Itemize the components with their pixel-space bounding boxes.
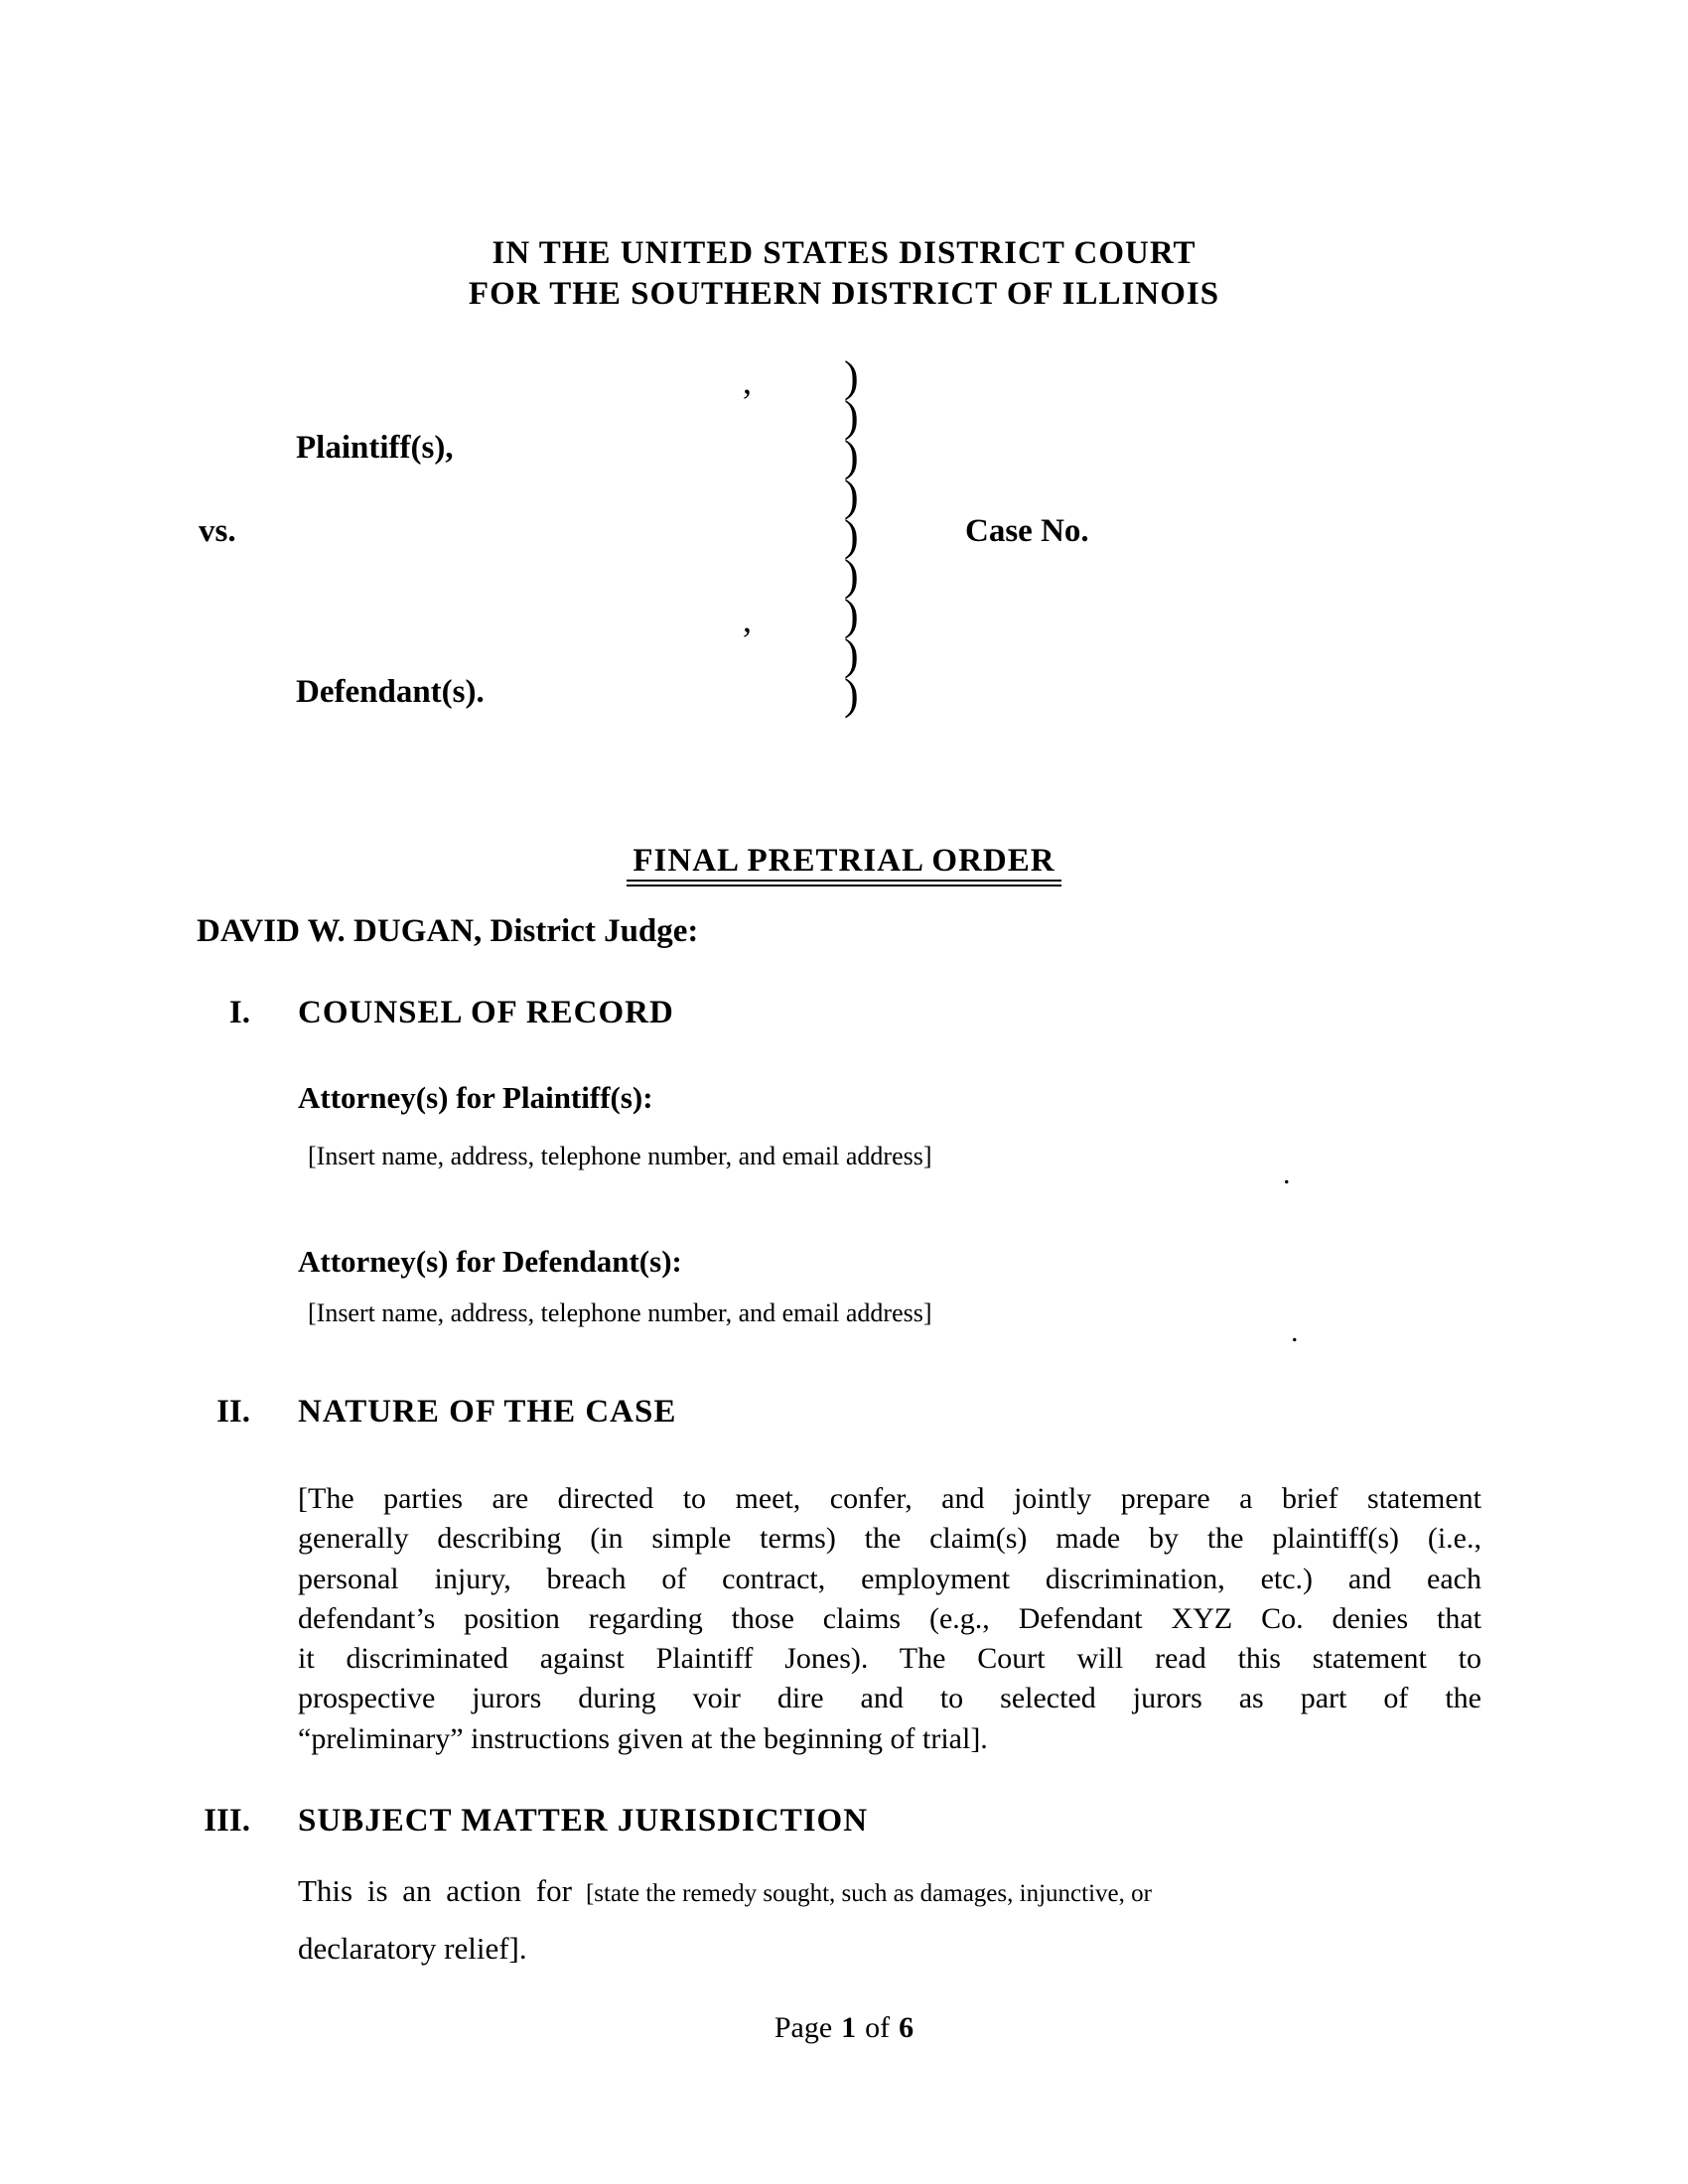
case-number-label: Case No. (965, 513, 1089, 549)
caption-paren: ) (844, 432, 859, 480)
jurisdiction-action-line (298, 1871, 1152, 1914)
footer-page-word: Page (774, 2011, 833, 2044)
attorneys-for-defendant-heading: Attorney(s) for Defendant(s): (298, 1244, 682, 1279)
page-footer (0, 2008, 1688, 2048)
paragraph-line: personal injury, breach of contract, employment discrimination, etc.) and each (298, 1562, 1481, 1595)
caption-paren: ) (844, 511, 859, 560)
caption-paren: ) (844, 551, 859, 600)
paragraph-line: defendant’s position regarding those claims (e.g., Defendant XYZ Co. denies that (298, 1601, 1481, 1635)
paragraph-line: [The parties are directed to meet, confer, and jointly prepare a brief statement (298, 1482, 1481, 1515)
plaintiff-insert-placeholder-note: [Insert name, address, telephone number, and email address] (308, 1142, 932, 1170)
footer-of-word: of (865, 2011, 891, 2044)
caption-paren: ) (844, 472, 859, 520)
document-title: FINAL PRETRIAL ORDER (627, 843, 1060, 887)
caption-comma-top: , (743, 361, 752, 401)
section-2-number: II. (216, 1394, 250, 1430)
caption-paren: ) (844, 630, 859, 679)
section-3-number: III. (204, 1803, 250, 1839)
paragraph-line: it discriminated against Plaintiff Jones). The Court will read this statement to (298, 1642, 1481, 1676)
jurisdiction-continuation-text: declaratory relief]. (298, 1931, 527, 1966)
caption-paren: ) (844, 591, 859, 639)
paragraph-line: prospective jurors during voir dire and to selected jurors as part of the (298, 1682, 1481, 1715)
section-1-number: I. (228, 995, 250, 1030)
caption-paren: ) (844, 352, 859, 401)
plaintiff-label: Plaintiff(s), (296, 430, 454, 466)
paragraph-line: “preliminary” instructions given at the beginning of trial]. (298, 1721, 988, 1755)
jurisdiction-lead-text: This is an action for (298, 1873, 572, 1908)
footer-page-number: 1 (841, 2011, 857, 2044)
caption-paren: ) (844, 670, 859, 719)
nature-of-case-paragraph (298, 1479, 1481, 1759)
defendant-insert-placeholder-note: [Insert name, address, telephone number, and email address] (308, 1298, 932, 1327)
section-2-heading: NATURE OF THE CASE (298, 1394, 677, 1430)
section-1-heading: COUNSEL OF RECORD (298, 995, 674, 1030)
stray-period-mark: . (1283, 1158, 1291, 1190)
document-title-row (0, 841, 1688, 881)
caption-paren: ) (844, 392, 859, 441)
vs-label: vs. (199, 513, 236, 549)
section-3-heading: SUBJECT MATTER JURISDICTION (298, 1803, 869, 1839)
caption-comma-bottom: , (743, 600, 752, 639)
stray-period-mark: . (1291, 1315, 1299, 1348)
court-header-line2: FOR THE SOUTHERN DISTRICT OF ILLINOIS (468, 276, 1220, 312)
court-header-line1: IN THE UNITED STATES DISTRICT COURT (492, 235, 1196, 271)
paragraph-line: generally describing (in simple terms) the claim(s) made by the plaintiff(s) (i.e., (298, 1522, 1481, 1556)
judge-line: DAVID W. DUGAN, District Judge: (197, 913, 699, 949)
footer-total-pages: 6 (899, 2011, 914, 2044)
attorneys-for-plaintiff-heading: Attorney(s) for Plaintiff(s): (298, 1080, 653, 1115)
defendant-label: Defendant(s). (296, 674, 485, 710)
jurisdiction-bracket-text: [state the remedy sought, such as damages, injunctive, or (585, 1880, 1152, 1907)
